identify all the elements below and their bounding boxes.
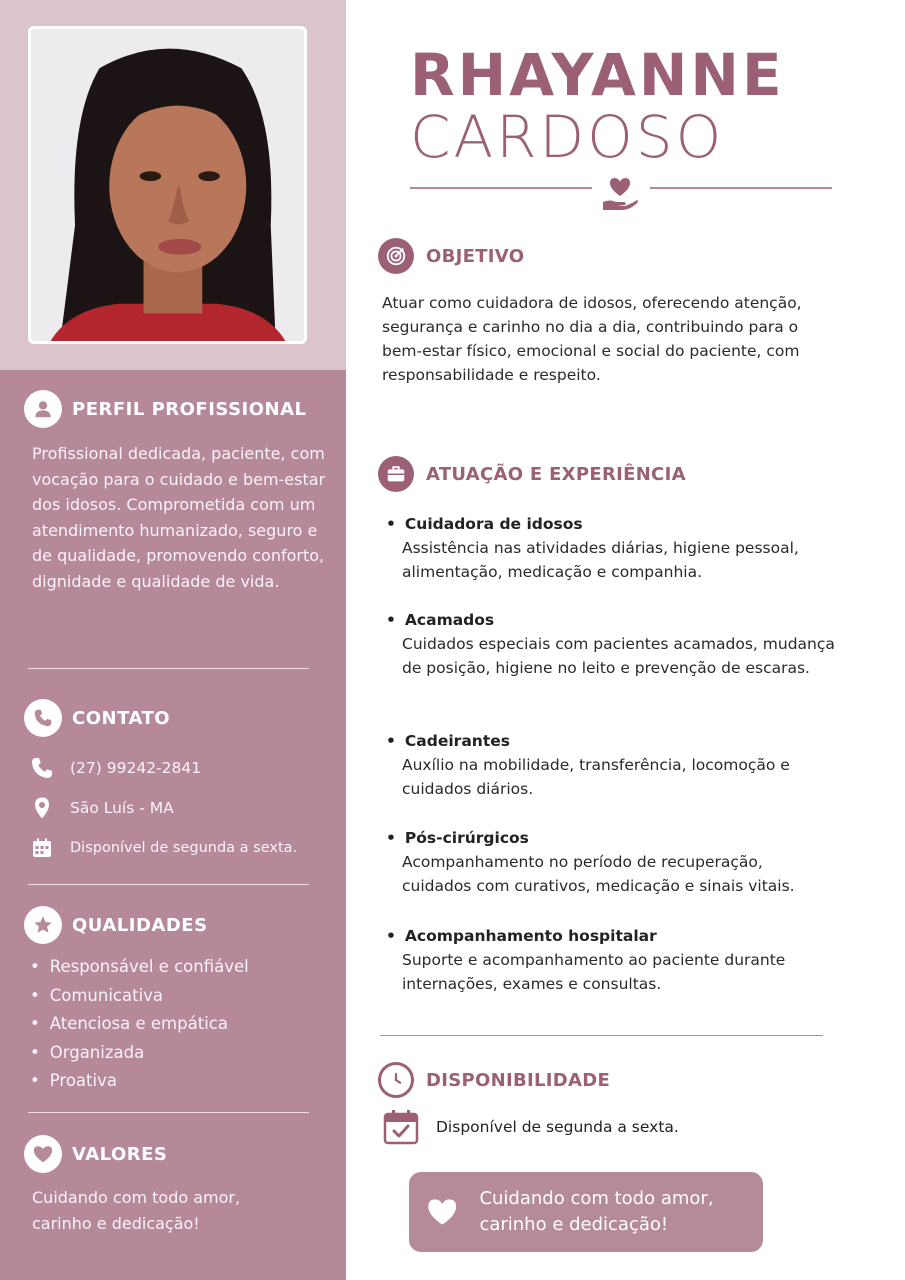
profile-text: Profissional dedicada, paciente, com vocação para o cuidado e bem-estar dos idosos. Comprometida com um atendimento humanizado, seguro e de qualidade, promovendo conforto, dignidade e qualidade de vida. — [32, 444, 326, 591]
availability-text: Disponível de segunda a sexta. — [70, 840, 298, 856]
heart-icon — [427, 1191, 457, 1233]
contact-heading-label: CONTATO — [72, 707, 171, 729]
contact-heading — [24, 699, 170, 737]
qualities-list — [30, 953, 249, 1096]
heart-icon — [24, 1135, 62, 1173]
briefcase-icon — [378, 456, 414, 492]
sidebar — [0, 0, 346, 1280]
values-heading — [24, 1135, 167, 1173]
list-item: • Proativa — [30, 1067, 249, 1096]
experience-heading — [378, 456, 686, 492]
profile-heading — [24, 390, 307, 428]
photo-band — [0, 0, 346, 370]
location-text: São Luís - MA — [70, 799, 174, 817]
experience-title: • Cadeirantes — [386, 729, 836, 753]
qualities-heading-label: QUALIDADES — [72, 914, 208, 936]
divider — [28, 1112, 309, 1113]
list-item: • Organizada — [30, 1039, 249, 1068]
user-icon — [24, 390, 62, 428]
experience-item — [386, 608, 836, 680]
qualities-heading — [24, 906, 208, 944]
experience-desc: Auxílio na mobilidade, transferência, locomoção e cuidados diários. — [402, 756, 790, 798]
experience-desc: Assistência nas atividades diárias, higiene pessoal, alimentação, medicação e companhia. — [402, 539, 799, 581]
availability-heading — [378, 1062, 610, 1098]
contact-phone[interactable] — [30, 756, 201, 780]
list-item: • Comunicativa — [30, 982, 249, 1011]
phone-icon — [24, 699, 62, 737]
experience-item — [386, 729, 836, 801]
list-item: • Atenciosa e empática — [30, 1010, 249, 1039]
objective-heading-label: OBJETIVO — [426, 245, 525, 267]
first-name: RHAYANNE — [410, 41, 785, 109]
objective-heading — [378, 238, 524, 274]
experience-title: • Acamados — [386, 608, 836, 632]
target-icon — [378, 238, 414, 274]
divider — [28, 884, 309, 885]
availability-text: Disponível de segunda a sexta. — [436, 1118, 679, 1136]
experience-desc: Suporte e acompanhamento ao paciente durante internações, exames e consultas. — [402, 951, 786, 993]
profile-heading-label: PERFIL PROFISSIONAL — [72, 398, 307, 420]
availability-row — [382, 1108, 679, 1146]
phone-number: (27) 99242-2841 — [70, 759, 202, 777]
quote-text: Cuidando com todo amor, carinho e dedicação! — [479, 1188, 714, 1235]
values-text: Cuidando com todo amor, carinho e dedicação! — [32, 1188, 241, 1233]
phone-icon — [30, 756, 54, 780]
divider — [650, 187, 832, 189]
calendar-icon — [30, 836, 54, 860]
experience-item — [386, 924, 836, 996]
divider — [380, 1035, 823, 1036]
list-item: • Responsável e confiável — [30, 953, 249, 982]
calendar-check-icon — [382, 1108, 420, 1146]
experience-item — [386, 512, 836, 584]
divider — [410, 187, 592, 189]
quote-box — [409, 1172, 763, 1252]
profile-photo — [28, 26, 307, 344]
heart-hand-icon — [600, 172, 640, 214]
objective-text: Atuar como cuidadora de idosos, oferecendo atenção, segurança e carinho no dia a dia, contribuindo para o bem-estar físico, emocional e social do paciente, com responsabilidade e respeito. — [382, 294, 802, 384]
clock-icon — [378, 1062, 414, 1098]
contact-location — [30, 796, 174, 820]
contact-availability — [30, 836, 297, 860]
last-name: CARDOSO — [410, 103, 725, 171]
availability-heading-label: DISPONIBILIDADE — [426, 1069, 611, 1091]
experience-title: • Acompanhamento hospitalar — [386, 924, 836, 948]
divider — [28, 668, 309, 669]
location-pin-icon — [30, 796, 54, 820]
experience-desc: Acompanhamento no período de recuperação, cuidados com curativos, medicação e sinais vitais. — [402, 853, 795, 895]
experience-title: • Pós-cirúrgicos — [386, 826, 836, 850]
experience-item — [386, 826, 836, 898]
experience-desc: Cuidados especiais com pacientes acamados, mudança de posição, higiene no leito e prevenção de escaras. — [402, 635, 835, 677]
star-icon — [24, 906, 62, 944]
experience-title: • Cuidadora de idosos — [386, 512, 836, 536]
experience-heading-label: ATUAÇÃO E EXPERIÊNCIA — [426, 463, 686, 485]
values-heading-label: VALORES — [72, 1143, 168, 1165]
